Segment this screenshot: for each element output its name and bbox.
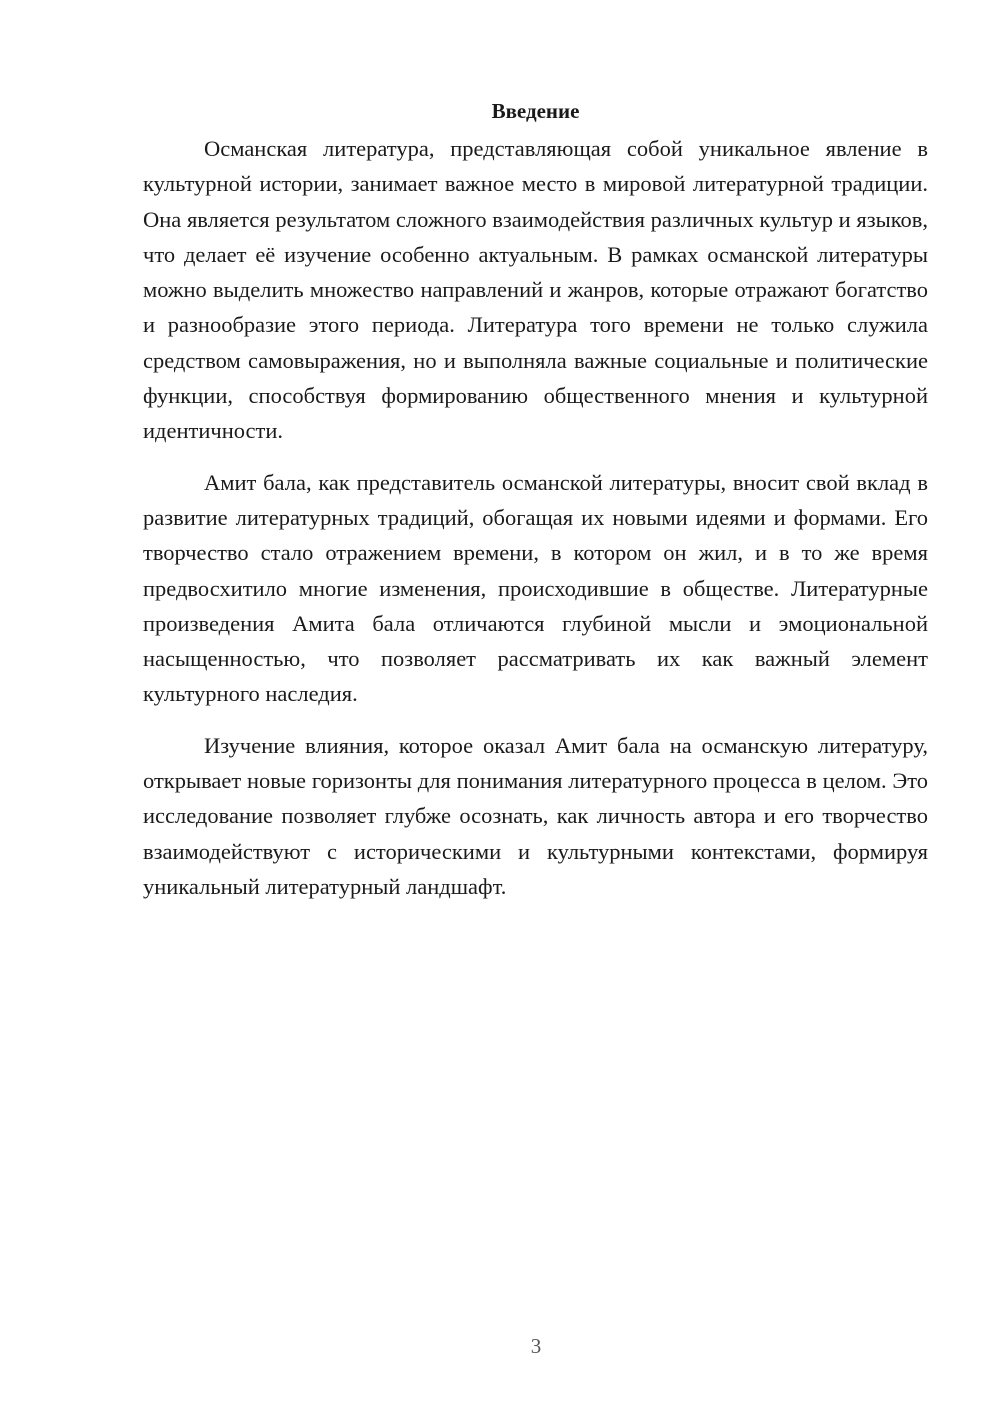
page-content [143, 95, 928, 904]
paragraph-3: Изучение влияния, которое оказал Амит бала на османскую литературу, открывает новые горизонты для понимания литературного процесса в целом. Это исследование позволяет глубже осознать, как личность автора и его творчество взаимодействуют с историческими и культурными контекстами, формируя уникальный литературный ландшафт. [143, 732, 928, 899]
paragraph-1: Османская литература, представляющая собой уникальное явление в культурной истории, занимает важное место в мировой литературной традиции. Она является результатом сложного взаимодействия различных культур и языков, что делает её изучение особенно актуальным. В рамках османской литературы можно выделить множество направлений и жанров, которые отражают богатство и разнообразие этого периода. Литература того времени не только служила средством самовыражения, но и выполняла важные социальные и политические функции, способствуя формированию общественного мнения и культурной идентичности. [143, 136, 928, 444]
page-number: 3 [530, 1334, 542, 1358]
section-heading: Введение [491, 99, 580, 123]
paragraph-2: Амит бала, как представитель османской литературы, вносит свой вклад в развитие литературных традиций, обогащая их новыми идеями и формами. Его творчество стало отражением времени, в котором он жил, и в то же время предвосхитило многие изменения, происходившие в обществе. Литературные произведения Амита бала отличаются глубиной мысли и эмоциональной насыщенностью, что позволяет рассматривать их как важный элемент культурного наследия. [143, 469, 928, 707]
